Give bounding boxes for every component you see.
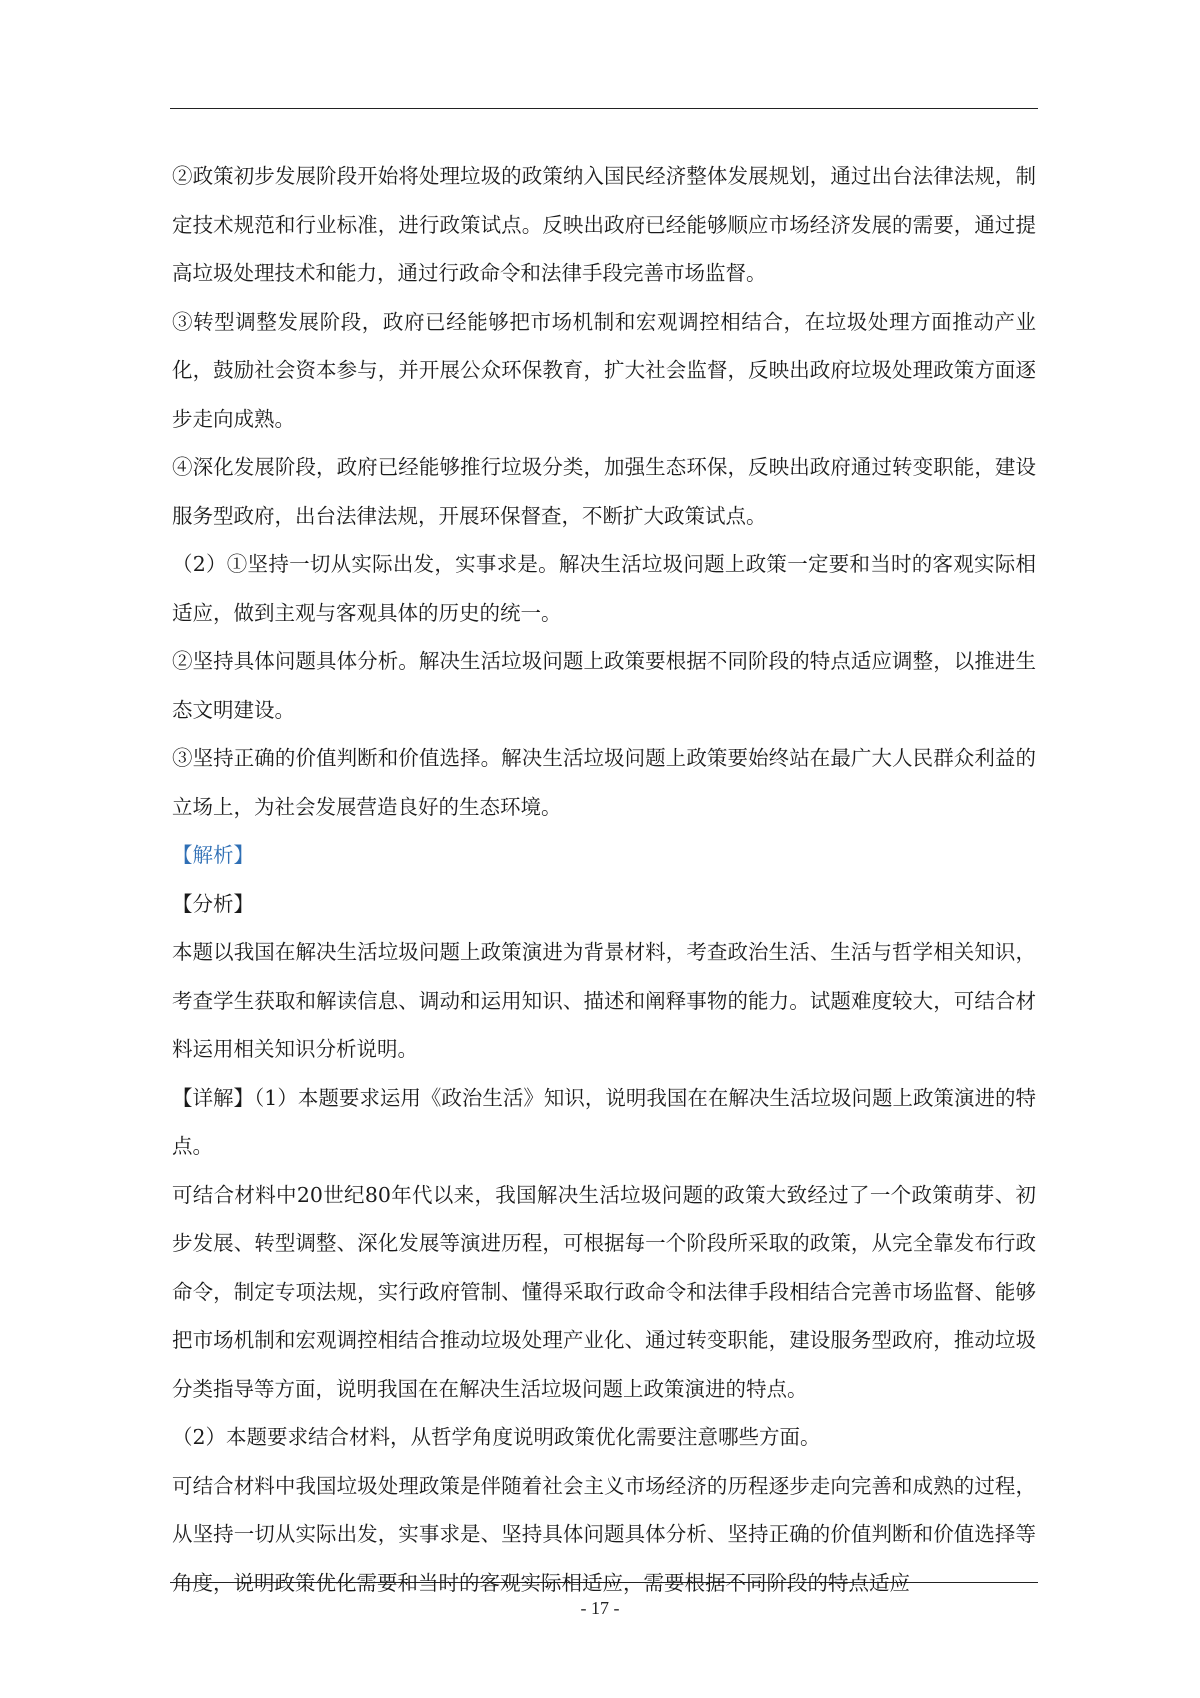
answer-paragraph-4: ④深化发展阶段，政府已经能够推行垃圾分类，加强生态环保，反映出政府通过转变职能，建设服务型政府，出台法律法规，开展环保督查，不断扩大政策试点。 <box>172 455 1036 528</box>
answer-paragraph-3: ③转型调整发展阶段，政府已经能够把市场机制和宏观调控相结合，在垃圾处理方面推动产业化，鼓励社会资本参与，并开展公众环保教育，扩大社会监督，反映出政府垃圾处理政策方面逐步走向成熟。 <box>172 309 1036 431</box>
analysis-paragraph: 本题以我国在解决生活垃圾问题上政策演进为背景材料，考查政治生活、生活与哲学相关知识，考查学生获取和解读信息、调动和运用知识、描述和阐释事物的能力。试题难度较大，可结合材料运用相关知识分析说明。 <box>172 940 1036 1061</box>
answer-part2-paragraph-1: （2）①坚持一切从实际出发，实事求是。解决生活垃圾问题上政策一定要和当时的客观实际相适应，做到主观与客观具体的历史的统一。 <box>172 552 1036 625</box>
detail-paragraph-2: 可结合材料中20世纪80年代以来，我国解决生活垃圾问题的政策大致经过了一个政策萌芽、初步发展、转型调整、深化发展等演进历程，可根据每一个阶段所采取的政策，从完全靠发布行政命令，制定专项法规，实行政府管制、懂得采取行政命令和法律手段相结合完善市场监督、能够把市场机制和宏观调控相结合推动垃圾处理产业化、通过转变职能，建设服务型政府，推动垃圾分类指导等方面，说明我国在在解决生活垃圾问题上政策演进的特点。 <box>172 1182 1036 1401</box>
jiexi-heading: 【解析】 <box>172 843 254 867</box>
answer-paragraph-2: ②政策初步发展阶段开始将处理垃圾的政策纳入国民经济整体发展规划，通过出台法律法规，制定技术规范和行业标准，进行政策试点。反映出政府已经能够顺应市场经济发展的需要，通过提高垃圾处理技术和能力，通过行政命令和法律手段完善市场监督。 <box>172 164 1036 285</box>
detail-paragraph-3: （2）本题要求结合材料，从哲学角度说明政策优化需要注意哪些方面。 <box>172 1425 821 1449</box>
answer-part2-paragraph-2: ②坚持具体问题具体分析。解决生活垃圾问题上政策要根据不同阶段的特点适应调整，以推进生态文明建设。 <box>172 649 1036 722</box>
fenxi-heading: 【分析】 <box>172 891 254 916</box>
page-body <box>172 152 1036 1607</box>
page-number: - 17 - <box>580 1598 620 1618</box>
footer-rule <box>170 1582 1038 1583</box>
header-rule <box>170 108 1038 109</box>
answer-part2-paragraph-3: ③坚持正确的价值判断和价值选择。解决生活垃圾问题上政策要始终站在最广大人民群众利益的立场上，为社会发展营造良好的生态环境。 <box>172 746 1036 819</box>
detail-paragraph-4: 可结合材料中我国垃圾处理政策是伴随着社会主义市场经济的历程逐步走向完善和成熟的过程，从坚持一切从实际出发，实事求是、坚持具体问题具体分析、坚持正确的价值判断和价值选择等角度，说明政策优化需要和当时的客观实际相适应，需要根据不同阶段的特点适应 <box>172 1473 1036 1595</box>
detail-paragraph-1: 【详解】（1）本题要求运用《政治生活》知识，说明我国在在解决生活垃圾问题上政策演进的特点。 <box>172 1085 1036 1158</box>
